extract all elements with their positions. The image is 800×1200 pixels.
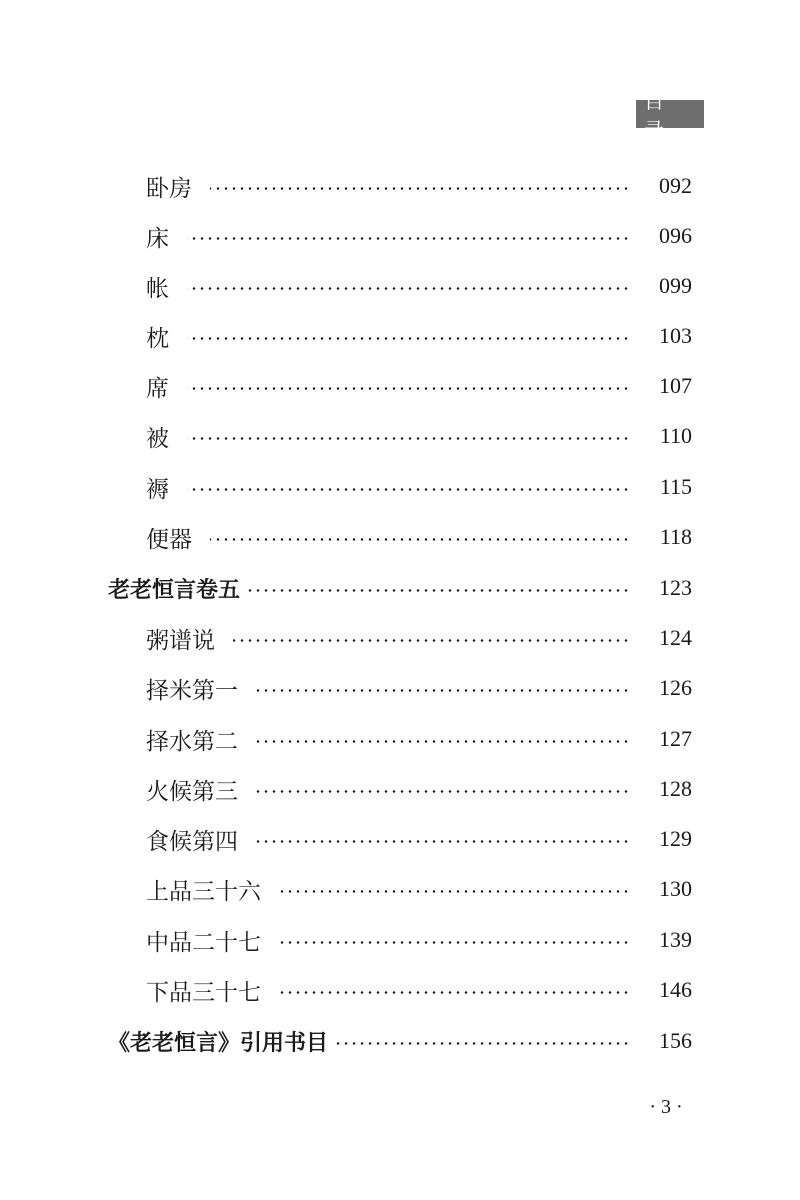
toc-entry-page: 126	[659, 675, 692, 700]
dot-leader	[256, 689, 630, 692]
dot-leader	[187, 237, 630, 240]
toc-entry-title: 枕	[146, 325, 169, 352]
toc-entry[interactable]	[0, 366, 800, 406]
toc-entry[interactable]	[0, 668, 800, 708]
dot-leader	[334, 1042, 630, 1045]
dot-leader	[187, 287, 630, 290]
toc-entry-page: 146	[659, 977, 692, 1002]
dot-leader	[187, 488, 630, 491]
toc-entry-title: 火候第三	[146, 778, 238, 805]
toc-chapter-title: 老老恒言卷五	[108, 577, 241, 603]
section-badge: 目 录	[636, 100, 704, 128]
toc-entry[interactable]	[0, 166, 800, 206]
dot-leader	[279, 941, 630, 944]
toc-entry-page: 130	[659, 876, 692, 901]
toc-entry-page: 156	[659, 1028, 692, 1053]
dot-leader	[279, 890, 630, 893]
toc-entry-title: 卧房	[146, 175, 192, 202]
dot-leader	[187, 337, 630, 340]
toc-entry[interactable]	[0, 819, 800, 859]
toc-entry[interactable]	[0, 216, 800, 256]
toc-entry[interactable]	[0, 719, 800, 759]
toc-entry-title: 中品二十七	[146, 929, 261, 956]
toc-entry[interactable]	[0, 920, 800, 960]
dot-leader	[279, 991, 630, 994]
toc-entry-page: 129	[659, 826, 692, 851]
toc-entry[interactable]	[0, 869, 800, 909]
toc-entry[interactable]	[0, 517, 800, 557]
toc-entry-page: 107	[659, 373, 692, 398]
toc-chapter-title: 《老老恒言》引用书目	[108, 1030, 329, 1056]
dot-leader	[187, 437, 630, 440]
dot-leader	[256, 840, 630, 843]
toc-entry[interactable]	[0, 970, 800, 1010]
toc-entry-title: 粥谱说	[146, 627, 215, 654]
toc-entry-title: 下品三十七	[146, 979, 261, 1006]
toc-entry[interactable]	[0, 316, 800, 356]
toc-entry[interactable]	[0, 467, 800, 507]
toc-entry-title: 食候第四	[146, 828, 238, 855]
toc-entry-title: 床	[146, 225, 169, 252]
toc-entry[interactable]	[0, 769, 800, 809]
toc-entry-title: 被	[146, 425, 169, 452]
toc-entry-title: 上品三十六	[146, 878, 261, 905]
toc-entry-title: 褥	[146, 476, 169, 503]
toc-entry-title: 便器	[146, 526, 192, 553]
toc-entry-page: 128	[659, 776, 692, 801]
page-number: · 3 ·	[649, 1096, 683, 1118]
toc-entry-page: 092	[659, 173, 692, 198]
toc-entry-title: 席	[146, 375, 169, 402]
dot-leader	[187, 387, 630, 390]
toc-entry[interactable]	[0, 266, 800, 306]
toc-entry-page: 099	[659, 273, 692, 298]
toc-entry-page: 103	[659, 323, 692, 348]
dot-leader	[246, 589, 630, 592]
toc-entry[interactable]	[0, 618, 800, 658]
toc-entry-page: 110	[659, 423, 692, 448]
toc-entry-title: 帐	[146, 275, 169, 302]
dot-leader	[256, 740, 630, 743]
toc-entry-title: 择水第二	[146, 728, 238, 755]
dot-leader	[256, 790, 630, 793]
toc-entry-page: 096	[659, 223, 692, 248]
toc-entry-page: 115	[659, 474, 692, 499]
toc-entry-page: 139	[659, 927, 692, 952]
toc-entry-title: 择米第一	[146, 677, 238, 704]
toc-entry-page: 118	[659, 524, 692, 549]
toc-entry-page: 123	[659, 575, 692, 600]
dot-leader	[233, 639, 630, 642]
toc-entry[interactable]	[0, 416, 800, 456]
dot-leader	[210, 187, 630, 190]
toc-chapter-entry[interactable]	[0, 568, 800, 608]
toc-entry-page: 124	[659, 625, 692, 650]
toc-chapter-entry[interactable]	[0, 1021, 800, 1061]
toc-entry-page: 127	[659, 726, 692, 751]
dot-leader	[210, 538, 630, 541]
